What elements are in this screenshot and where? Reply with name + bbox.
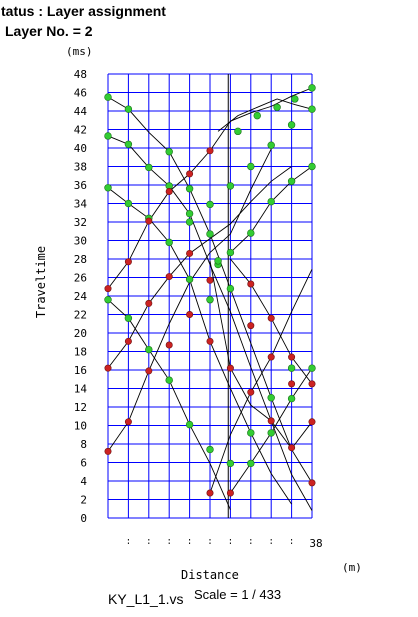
red-marker: [309, 381, 315, 387]
green-marker: [186, 185, 193, 192]
y-tick-label: 36: [73, 179, 87, 192]
red-marker: [105, 448, 111, 454]
y-tick-label: 0: [80, 512, 87, 525]
green-marker: [268, 142, 275, 149]
status-title: tatus : Layer assignment: [1, 3, 166, 19]
green-marker: [268, 430, 275, 437]
green-marker: [227, 285, 234, 292]
red-marker: [227, 365, 233, 371]
green-marker: [186, 210, 193, 217]
red-marker: [105, 365, 111, 371]
green-marker: [145, 164, 152, 171]
y-tick-label: 16: [73, 364, 87, 377]
layer-number: Layer No. = 2: [5, 23, 93, 39]
green-marker: [207, 296, 214, 303]
green-marker: [309, 365, 316, 372]
red-marker: [288, 381, 294, 387]
green-marker: [125, 106, 132, 113]
red-marker: [186, 311, 192, 317]
red-marker: [186, 171, 192, 177]
green-marker: [247, 230, 254, 237]
y-tick-label: 14: [73, 382, 87, 396]
green-marker: [227, 249, 234, 256]
traveltime-curve: [210, 269, 312, 493]
red-marker: [186, 250, 192, 256]
green-marker: [309, 106, 316, 113]
green-marker: [268, 394, 275, 401]
y-tick-label: 22: [73, 308, 87, 322]
y-tick-label: 42: [73, 123, 87, 137]
y-tick-label: 38: [73, 160, 87, 174]
y-tick-label: 46: [73, 86, 87, 100]
green-marker: [207, 446, 214, 453]
red-marker: [105, 285, 111, 291]
x-axis-label: Distance: [181, 568, 239, 582]
green-marker: [247, 430, 254, 437]
green-marker: [309, 163, 316, 170]
green-marker: [288, 365, 295, 372]
red-marker: [125, 338, 131, 344]
green-marker: [227, 183, 234, 190]
red-marker: [207, 490, 213, 496]
red-marker: [227, 490, 233, 496]
y-tick-label: 40: [73, 142, 87, 155]
green-marker: [291, 96, 298, 103]
y-tick-label: 26: [73, 271, 87, 285]
red-marker: [207, 277, 213, 283]
green-marker: [125, 315, 132, 322]
traveltime-curve: [108, 188, 292, 504]
y-tick-label: 32: [73, 216, 87, 229]
scale-text: Scale = 1 / 433: [194, 587, 282, 602]
green-marker: [227, 460, 234, 467]
green-marker: [125, 141, 132, 148]
y-tick-label: 4: [80, 475, 87, 488]
y-tick-label: 44: [73, 105, 87, 118]
green-marker: [186, 421, 193, 428]
green-marker: [105, 94, 112, 101]
red-marker: [207, 148, 213, 154]
red-marker: [268, 354, 274, 360]
red-marker: [248, 389, 254, 395]
green-marker: [186, 276, 193, 283]
y-tick-label: 28: [73, 253, 87, 266]
green-marker: [309, 84, 316, 91]
red-marker: [125, 419, 131, 425]
green-marker: [207, 231, 214, 238]
green-marker: [247, 460, 254, 467]
red-marker: [309, 480, 315, 486]
y-tick-label: 2: [80, 493, 87, 507]
green-marker: [288, 395, 295, 402]
green-marker: [105, 296, 112, 303]
y-tick-label: 18: [73, 345, 87, 359]
traveltime-curve: [218, 99, 312, 131]
green-marker: [145, 346, 152, 353]
y-ticks: [74, 68, 88, 525]
red-marker: [309, 419, 315, 425]
y-unit-label: (ms): [66, 45, 93, 58]
y-axis-label: Traveltime: [34, 245, 48, 319]
green-marker: [125, 200, 132, 207]
green-marker: [166, 377, 173, 384]
green-marker: [166, 239, 173, 246]
red-marker: [146, 218, 152, 224]
green-marker: [215, 257, 222, 264]
green-marker: [105, 133, 112, 140]
red-marker: [288, 445, 294, 451]
red-marker: [166, 342, 172, 348]
traveltime-curve: [210, 261, 312, 449]
y-tick-label: 8: [80, 438, 87, 451]
red-marker: [268, 315, 274, 321]
red-marker: [268, 418, 274, 424]
red-marker: [166, 188, 172, 194]
y-tick-label: 24: [73, 290, 87, 303]
red-marker: [146, 368, 152, 374]
red-marker: [248, 322, 254, 328]
green-marker: [254, 112, 261, 119]
green-marker: [235, 128, 242, 135]
y-tick-label: 48: [73, 68, 87, 81]
red-marker: [288, 354, 294, 360]
y-tick-label: 6: [80, 456, 87, 470]
x-ticks: [128, 537, 322, 550]
green-marker: [166, 148, 173, 155]
green-marker: [268, 198, 275, 205]
y-tick-label: 20: [73, 327, 87, 340]
green-marker: [247, 163, 254, 170]
y-tick-label: 12: [73, 401, 87, 414]
green-marker: [288, 121, 295, 128]
y-tick-label: 10: [73, 419, 87, 433]
y-tick-label: 34: [73, 197, 87, 211]
y-tick-label: 30: [73, 234, 87, 248]
red-marker: [166, 273, 172, 279]
green-marker: [186, 219, 193, 226]
red-marker: [207, 338, 213, 344]
green-marker: [274, 104, 281, 111]
red-marker: [248, 281, 254, 287]
green-marker: [105, 184, 112, 191]
file-name: KY_L1_1.vs: [108, 591, 184, 607]
x-tick-label: 38: [309, 537, 323, 550]
red-marker: [146, 300, 152, 306]
red-marker: [125, 259, 131, 265]
green-marker: [207, 201, 214, 208]
x-unit-label: (m): [342, 561, 362, 574]
green-marker: [288, 178, 295, 185]
